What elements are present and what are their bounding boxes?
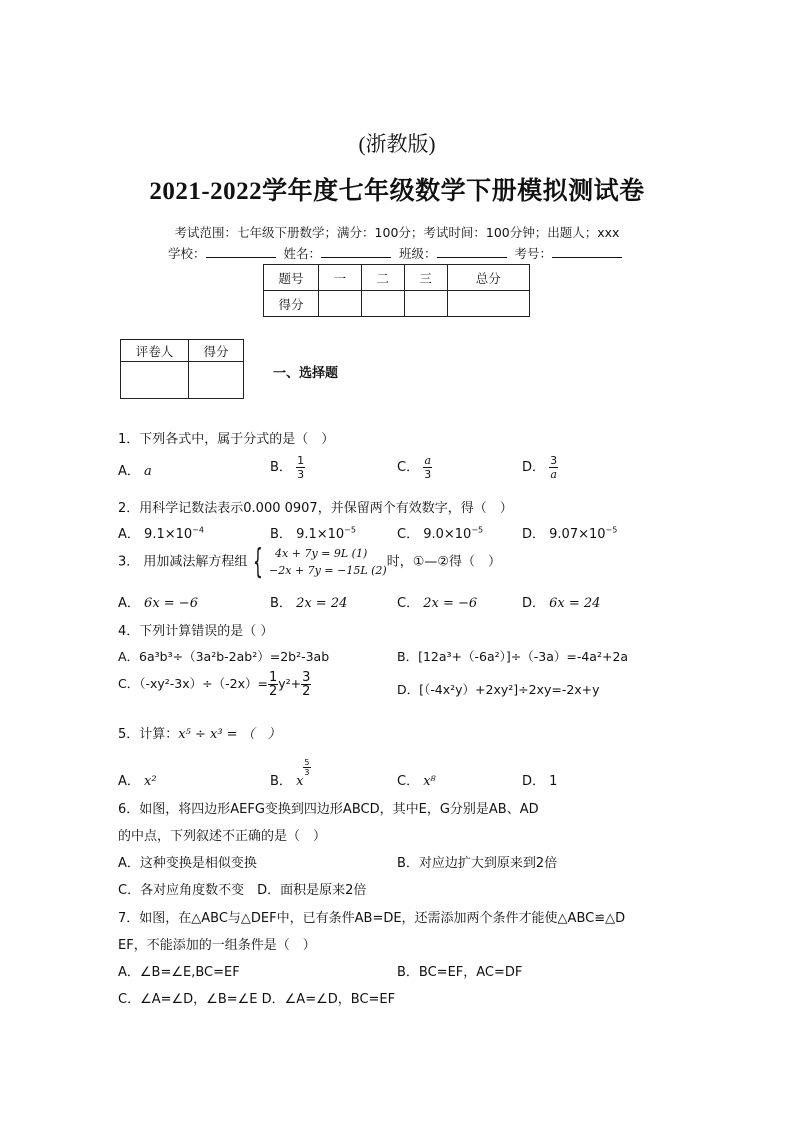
- school-label: 学校：: [167, 246, 206, 261]
- option[interactable]: C． $\frac{a}{3}$: [397, 454, 432, 481]
- option[interactable]: A．这种变换是相似变换: [118, 856, 257, 871]
- option[interactable]: A． $9.1\times 10^{-4}$: [118, 525, 204, 542]
- option[interactable]: D． 1: [522, 774, 558, 789]
- option[interactable]: D．[（-4x²y）+2xy²]÷2xy=-2x+y: [397, 682, 600, 697]
- exam-title: 2021-2022学年度七年级数学下册模拟测试卷: [149, 178, 645, 205]
- option[interactable]: C．（-xy²-3x）÷（-2x）= $\frac{1}{2}$ y²+ $\frac{3}{2}$: [118, 670, 311, 699]
- option[interactable]: C．各对应角度数不变 D．面积是原来2倍: [118, 883, 367, 898]
- score-cell[interactable]: [404, 291, 447, 317]
- name-field[interactable]: [321, 245, 391, 258]
- score-header: 总分: [447, 265, 529, 291]
- fraction: $\frac{5}{3}$: [304, 758, 310, 777]
- option[interactable]: B． $\frac{1}{3}$: [270, 454, 305, 481]
- option[interactable]: A．6a³b³÷（3a²b-2ab²）=2b²-3ab: [118, 649, 330, 664]
- grader-header: 得分: [189, 340, 244, 362]
- option[interactable]: B．对应边扩大到原来到2倍: [397, 856, 558, 871]
- question-stem: 4．下列计算错误的是（ ）: [118, 624, 274, 639]
- name-label: 姓名：: [283, 246, 321, 261]
- question-stem: 7．如图，在△ABC与△DEF中，已有条件AB=DE，还需添加两个条件才能使△ABC≌△D: [118, 911, 626, 926]
- score-header: 题号: [264, 265, 319, 291]
- exam-info: 考试范围：七年级下册数学；满分：100分；考试时间：100分钟；出题人；xxx: [174, 225, 620, 240]
- brace-icon: {: [253, 542, 264, 582]
- section-title: 一、选择题: [273, 366, 339, 381]
- edition-label: (浙教版): [358, 132, 436, 156]
- fraction: $\frac{3}{a}$: [550, 454, 558, 481]
- grader-table: [120, 339, 244, 399]
- grader-cell[interactable]: [121, 362, 189, 399]
- fraction: $\frac{3}{2}$: [302, 670, 311, 699]
- fraction: $\frac{1}{2}$: [268, 670, 278, 699]
- score-cell[interactable]: [319, 291, 362, 317]
- number-label: 考号：: [514, 246, 552, 261]
- score-table: [263, 264, 530, 317]
- option[interactable]: C． $9.0\times 10^{-5}$: [397, 525, 484, 542]
- score-header: 三: [404, 265, 447, 291]
- option[interactable]: B． 2x = 24: [270, 596, 348, 611]
- student-fields: [0, 244, 794, 262]
- equation-system: 4x + 7y = 9L (1) −2x + 7y = −15L (2): [269, 547, 387, 577]
- option[interactable]: B．[12a³+（-6a²）]÷（-3a）=-4a²+2a: [397, 649, 629, 664]
- score-header: 一: [319, 265, 362, 291]
- grader-cell[interactable]: [189, 362, 244, 399]
- option[interactable]: A．∠B=∠E,BC=EF: [118, 965, 240, 980]
- question-stem: 5．计算：x⁵ ÷ x³ = （ ）: [118, 727, 281, 742]
- question-stem: 1．下列各式中，属于分式的是（ ）: [118, 432, 335, 447]
- score-cell[interactable]: [361, 291, 404, 317]
- option[interactable]: B． x $\frac{5}{3}$: [270, 758, 310, 789]
- option[interactable]: C． 2x = −6: [397, 596, 478, 611]
- option[interactable]: B．BC=EF，AC=DF: [397, 965, 523, 980]
- option[interactable]: B． $9.1\times 10^{-5}$: [270, 525, 356, 542]
- class-field[interactable]: [437, 245, 507, 258]
- option[interactable]: A． 6x = −6: [118, 596, 198, 611]
- option[interactable]: D． $9.07\times 10^{-5}$: [522, 525, 618, 542]
- question-stem: 6．如图，将四边形AEFG变换到四边形ABCD，其中E，G分别是AB、AD: [118, 802, 539, 817]
- school-field[interactable]: [206, 245, 276, 258]
- option[interactable]: D． 6x = 24: [522, 596, 601, 611]
- fraction: $\frac{1}{3}$: [297, 454, 305, 481]
- question-stem: EF，不能添加的一组条件是（ ）: [118, 938, 316, 953]
- option[interactable]: D． $\frac{3}{a}$: [522, 454, 558, 481]
- option[interactable]: A． x²: [118, 774, 157, 789]
- question-stem: 的中点，下列叙述不正确的是（ ）: [118, 829, 327, 844]
- option[interactable]: A． a: [118, 464, 152, 479]
- question-stem: 2．用科学记数法表示0.000 0907，并保留两个有效数字，得（ ）: [118, 501, 513, 516]
- score-row-label: 得分: [264, 291, 319, 317]
- score-header: 二: [361, 265, 404, 291]
- grader-header: 评卷人: [121, 340, 189, 362]
- class-label: 班级：: [398, 246, 437, 261]
- score-cell[interactable]: [447, 291, 529, 317]
- fraction: $\frac{a}{3}$: [424, 454, 432, 481]
- option[interactable]: C．∠A=∠D，∠B=∠E D．∠A=∠D，BC=EF: [118, 992, 396, 1007]
- number-field[interactable]: [552, 245, 622, 258]
- option[interactable]: C． x⁸: [397, 774, 436, 789]
- question-stem: 3． 用加减法解方程组 { 4x + 7y = 9L (1) −2x + 7y = −15L (2) 时，①—②得（ ）: [118, 542, 502, 582]
